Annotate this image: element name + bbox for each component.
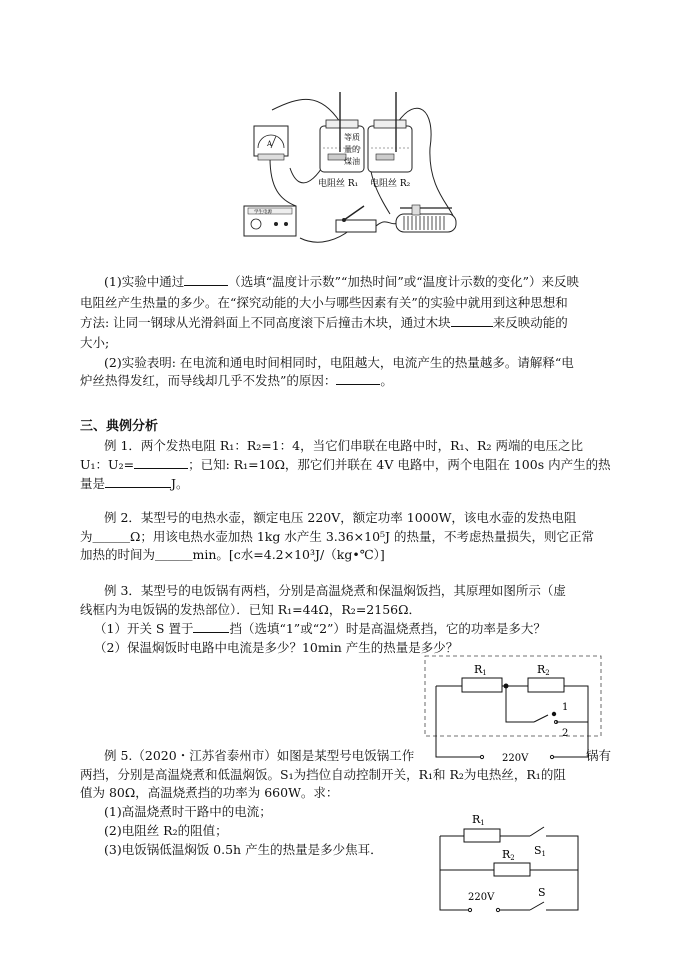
svg-text:R1: R1: [472, 813, 485, 827]
q1-line2: 电阻丝产生热量的多少。在“探究动能的大小与哪些因素有关”的实验中就用到这种思想和: [80, 295, 568, 310]
svg-text:A: A: [267, 140, 273, 148]
ex5-line1b: 锅有: [586, 748, 612, 763]
ex5-q3: (3)电饭锅低温焖饭 0.5h 产生的热量是多少焦耳．: [104, 842, 383, 857]
label-r1: 电阻丝 R₁: [318, 179, 359, 189]
label-between-2: 量的: [344, 145, 360, 154]
rheostat: [396, 205, 456, 232]
circuit-diagram-2: [430, 808, 590, 918]
svg-text:S1: S1: [534, 844, 547, 858]
svg-text:学生电源: 学生电源: [254, 210, 272, 215]
switch-s: [530, 902, 544, 910]
svg-text:R2: R2: [537, 663, 550, 677]
resistor-r1: [464, 829, 500, 842]
q1-line3: 方法: 让同一钢球从光滑斜面上不同高度滚下后撞击木块，通过木块 来反映动能的: [80, 315, 568, 330]
svg-text:220V: 220V: [468, 892, 495, 903]
ex3-q2: （2）保温焖饭时电路中电流是多少？10min 产生的热量是多少？: [94, 640, 459, 655]
answer-blank[interactable]: [105, 475, 171, 488]
switch: [336, 206, 376, 232]
label-between-3: 煤油: [344, 157, 360, 166]
power-supply: [244, 206, 296, 236]
q2-line1: (2)实验表明: 在电流和通电时间相同时，电阻越大，电流产生的热量越多。请解释“电: [104, 355, 574, 370]
switch-s: [534, 715, 548, 722]
answer-blank[interactable]: [336, 372, 380, 385]
svg-text:S: S: [538, 886, 546, 899]
resistor-r2: [494, 863, 530, 876]
ex1-line2: U₁：U₂= ；已知: R₁=10Ω，那它们并联在 4V 电路中，两个电阻在 100s 内产生的热: [80, 457, 611, 472]
ex5-q1: (1)高温烧煮时干路中的电流；: [104, 804, 272, 819]
svg-text:2: 2: [562, 728, 569, 739]
jar-right: [368, 92, 412, 172]
ex5-q2: (2)电阻丝 R₂的阻值；: [104, 823, 228, 838]
ex2-line3: 加热的时间为＿＿＿min。[c水=4.2×10³J/（kg•℃）]: [80, 547, 385, 562]
ex1-line1: 例 1．两个发热电阻 R₁：R₂=1：4，当它们串联在电路中时，R₁、R₂ 两端的电压之比: [104, 438, 583, 453]
ex2-line1: 例 2．某型号的电热水壶，额定电压 220V，额定功率 1000W，该电水壶的发热电阻: [104, 510, 577, 525]
svg-text:R1: R1: [474, 663, 487, 677]
ex5-line3: 值为 80Ω，高温烧煮挡的功率为 660W。求：: [80, 785, 339, 800]
answer-blank[interactable]: [193, 620, 229, 633]
ex2-line2: 为＿＿＿Ω；用该电热水壶加热 1kg 水产生 3.36×10⁵J 的热量，不考虑热量损失，则它正常: [80, 529, 595, 544]
q2-line2: 炉丝热得发红，而导线却几乎不发热”的原因： 。: [80, 373, 393, 388]
answer-blank[interactable]: [134, 456, 188, 469]
ex1-line3: 量是 J。: [80, 476, 189, 491]
answer-blank[interactable]: [184, 273, 228, 286]
ex3-q1: （1）开关 S 置于 挡（选填“1”或“2”）时是高温烧煮挡，它的功率是多大？: [94, 621, 546, 636]
label-between-1: 等质: [344, 133, 360, 142]
experiment-figure: [240, 88, 470, 248]
switch-s1: [530, 827, 544, 836]
resistor-r1: [462, 678, 502, 692]
answer-blank[interactable]: [451, 314, 493, 327]
svg-text:1: 1: [562, 702, 569, 713]
q1-line4: 大小;: [80, 335, 110, 350]
circuit-diagram-1: [424, 655, 604, 767]
ex5-line2: 两挡，分别是高温烧煮和低温焖饭。S₁为挡位自动控制开关，R₁和 R₂为电热丝，R₁的阻: [80, 767, 566, 782]
section-title: 三、典例分析: [80, 419, 159, 434]
ex5-line1a: 例 5.（2020・江苏省泰州市）如图是某型号电饭锅工作: [104, 748, 415, 763]
ex3-line2: 线框内为电饭锅的发热部位）．已知 R₁=44Ω，R₂=2156Ω．: [80, 602, 421, 617]
ex3-line1: 例 3．某型号的电饭锅有两档，分别是高温烧煮和保温焖饭挡，其原理如图所示（虚: [104, 583, 566, 598]
svg-text:220V: 220V: [502, 753, 529, 764]
resistor-r2: [528, 678, 564, 692]
q1-line1: (1)实验中通过 （选填“温度计示数”“加热时间”或“温度计示数的变化”）来反映: [104, 274, 580, 289]
label-r2: 电阻丝 R₂: [370, 179, 411, 189]
svg-text:R2: R2: [502, 848, 515, 862]
ammeter: [254, 126, 288, 160]
